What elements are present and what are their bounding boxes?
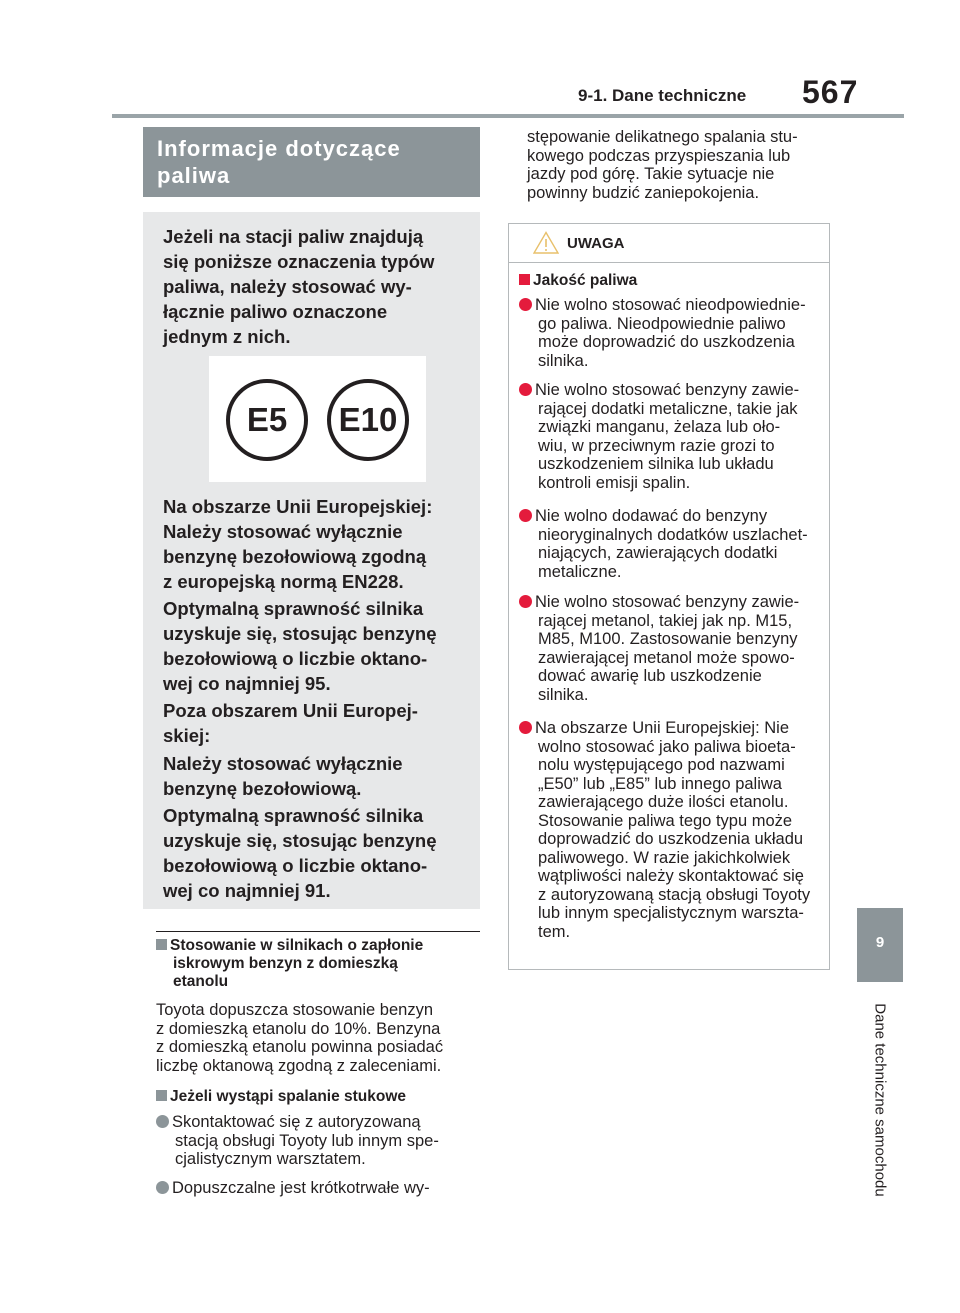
- knocking-item-1: Skontaktować się z autoryzowaną stacją obsługi Toyoty lub innym spe- cjalistycznym warsztatem.: [156, 1113, 480, 1169]
- warning-box: [508, 223, 830, 970]
- warning-label: UWAGA: [567, 235, 625, 252]
- non-eu-heading: Poza obszarem Unii Europej- skiej:: [163, 700, 418, 746]
- knocking-heading: Jeżeli wystąpi spalanie stukowe: [156, 1088, 476, 1106]
- warning-item-4: Nie wolno stosować benzyny zawie- rającej metanol, takiej jak np. M15, M85, M100. Zastosowanie benzyny zawierającej metanol może spowo- dować awarię lub uszkodzenie silnika.: [519, 593, 829, 704]
- eu-fuel-requirement: Na obszarze Unii Europejskiej: Należy stosować wyłącznie benzynę bezołowiową zgodną z europejską normą EN228.: [163, 496, 433, 592]
- fuel-label-image: [209, 356, 426, 482]
- round-bullet-icon: [519, 298, 532, 311]
- warning-item-1: Nie wolno stosować nieodpowiednie- go paliwa. Nieodpowiednie paliwo może doprowadzić do uszkodzenia silnika.: [519, 296, 829, 370]
- square-bullet-icon: [156, 1090, 167, 1101]
- round-bullet-icon: [519, 509, 532, 522]
- round-bullet-icon: [519, 721, 532, 734]
- e5-fuel-icon: E5: [226, 379, 308, 461]
- square-bullet-icon: [519, 274, 530, 285]
- round-bullet-icon: [156, 1115, 169, 1128]
- warning-header: [509, 224, 829, 263]
- fuel-info-heading: Informacje dotyczące paliwa: [157, 136, 401, 188]
- ethanol-text: Toyota dopuszcza stosowanie benzyn z domieszką etanolu do 10%. Benzyna z domieszką etanolu powinna posiadać liczbę oktanową zgodną z zaleceniami.: [156, 1001, 444, 1075]
- knocking-item-2-continued: stępowanie delikatnego spalania stu- kowego podczas przyspieszania lub jazdy pod górę. Takie sytuacje nie powinny budzić zaniepokojenia.: [527, 128, 798, 202]
- fuel-info-heading-box: [143, 127, 480, 197]
- non-eu-fuel-requirement: Należy stosować wyłącznie benzynę bezołowiową.: [163, 753, 403, 799]
- knocking-item-2: Dopuszczalne jest krótkotrwałe wy-: [156, 1179, 480, 1198]
- fuel-info-intro: Jeżeli na stacji paliw znajdują się poniższe oznaczenia typów paliwa, należy stosować wy- łącznie paliwo oznaczone jednym z nich.: [163, 226, 435, 347]
- eu-octane-note: Optymalną sprawność silnika uzyskuje się, stosując benzynę bezołowiową o liczbie oktano- wej co najmniej 95.: [163, 598, 437, 694]
- ethanol-heading: Stosowanie w silnikach o zapłonie iskrowym benzyn z domieszką etanolu: [156, 937, 476, 991]
- round-bullet-icon: [156, 1181, 169, 1194]
- page-number: 567: [802, 74, 859, 110]
- e10-fuel-icon: E10: [327, 379, 409, 461]
- round-bullet-icon: [519, 383, 532, 396]
- section-divider: [156, 931, 480, 932]
- fuel-info-box: [143, 212, 480, 909]
- chapter-label: Dane techniczne samochodu: [871, 1003, 889, 1197]
- warning-item-5: Na obszarze Unii Europejskiej: Nie wolno stosować jako paliwa bioeta- nolu występującego pod nazwami „E50” lub „E85” lub innego paliwa zawierającego duże ilości etanolu. Stosowanie paliwa tego typu może doprowadzić do uszkodzenia układu paliwowego. W razie jakichkolwiek wątpliwości należy skontaktować się z autoryzowaną stacją obsługi Toyoty lub innym specjalistycznym warszta- tem.: [519, 719, 829, 941]
- header-divider: [112, 114, 904, 118]
- fuel-quality-heading: Jakość paliwa: [519, 272, 819, 290]
- warning-item-2: Nie wolno stosować benzyny zawie- rającej dodatki metaliczne, takie jak związki manganu, żelaza lub oło- wiu, w przeciwnym razie grozi to uszkodzeniem silnika lub układu kontroli emisji spalin.: [519, 381, 829, 492]
- square-bullet-icon: [156, 939, 167, 950]
- warning-item-3: Nie wolno dodawać do benzyny nieoryginalnych dodatków uszlachet- niających, zawierających dodatki metaliczne.: [519, 507, 829, 581]
- warning-triangle-icon: [533, 231, 559, 254]
- section-title: 9-1. Dane techniczne: [578, 86, 747, 105]
- chapter-number: 9: [875, 934, 885, 951]
- non-eu-octane-note: Optymalną sprawność silnika uzyskuje się, stosując benzynę bezołowiową o liczbie oktano- wej co najmniej 91.: [163, 805, 437, 901]
- round-bullet-icon: [519, 595, 532, 608]
